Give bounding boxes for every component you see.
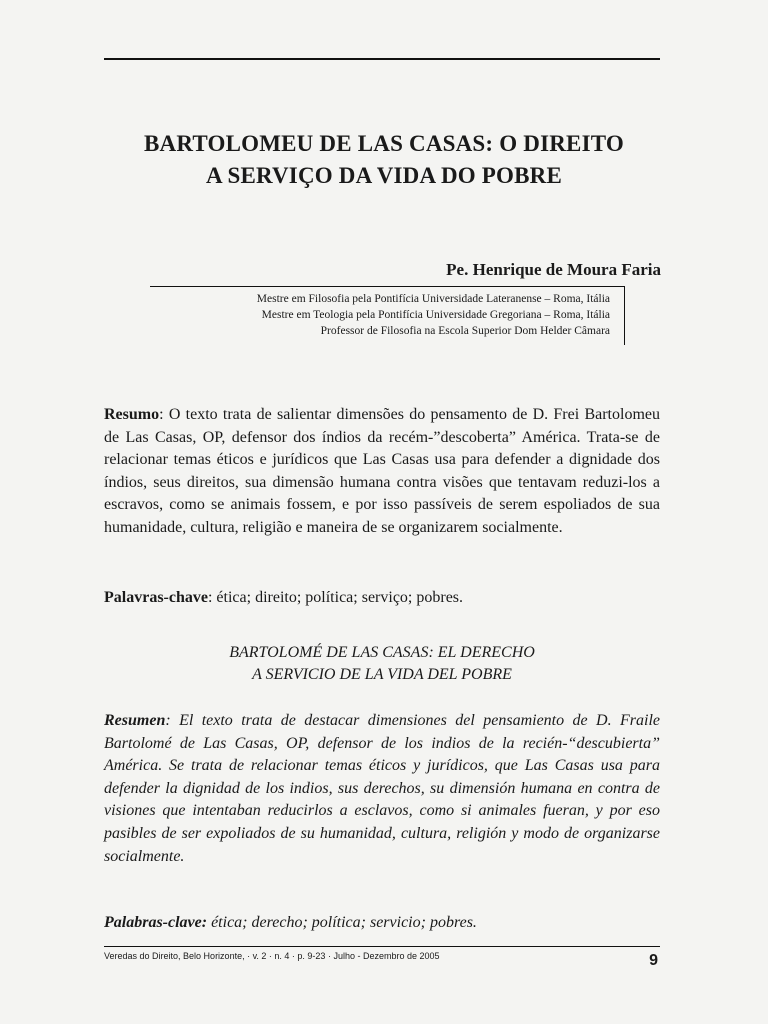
palabras-clave-label: Palabras-clave: <box>104 914 208 931</box>
es-title-line-2: A SERVICIO DE LA VIDA DEL POBRE <box>252 666 512 683</box>
page-number: 9 <box>649 952 658 969</box>
keywords-text: : ética; direito; política; serviço; pobres. <box>207 589 464 606</box>
title-line-2: A SERVIÇO DA VIDA DO POBRE <box>205 163 563 188</box>
abstract-es <box>104 710 660 868</box>
resumen-label: Resumen <box>104 712 166 729</box>
top-rule <box>104 58 660 60</box>
spanish-title <box>104 642 660 686</box>
affiliation-box <box>150 286 625 345</box>
keywords-label: Palavras-chave <box>104 589 208 606</box>
keywords-es <box>104 912 660 934</box>
affiliation-line: Mestre em Teologia pela Pontifícia Universidade Gregoriana – Roma, Itália <box>261 309 610 321</box>
es-title-line-1: BARTOLOMÉ DE LAS CASAS: EL DERECHO <box>229 644 535 661</box>
palabras-clave-text: ética; derecho; política; servicio; pobres. <box>207 914 477 931</box>
keywords-pt <box>104 587 660 609</box>
article-title <box>90 128 678 192</box>
abstract-pt <box>104 404 660 539</box>
author-name: Pe. Henrique de Moura Faria <box>446 260 661 279</box>
affiliations <box>257 291 610 339</box>
affiliation-line: Professor de Filosofia na Escola Superior Dom Helder Câmara <box>320 325 610 337</box>
affiliation-line: Mestre em Filosofia pela Pontifícia Universidade Lateranense – Roma, Itália <box>256 293 610 305</box>
bottom-rule <box>104 946 660 947</box>
resumen-text: : El texto trata de destacar dimensiones del pensamiento de D. Fraile Bartolomé de Las Casas, OP, defensor de los indios de la recién-“descubierta” América. Se trata de relacionar temas éticos y jurídicos, que Las Casas usa para defender la dignidad de los indios, sus derechos, su dimensión humana en contra de visiones que intentaban reducirlos a esclavos, como si animales fueran, y por eso pasibles de ser expoliados de su humanidad, cultura, religión y modo de organizarse socialmente. <box>104 712 660 865</box>
abstract-text: : O texto trata de salientar dimensões do pensamento de D. Frei Bartolomeu de Las Casas, OP, defensor dos índios da recém-”descoberta” América. Trata-se de relacionar temas éticos e jurídicos que Las Casas usa para defender a dignidade dos índios, seus direitos, sua dimensão humana contra visões que tentavam reduzi-los a escravos, como se animais fossem, e por isso passíveis de serem espoliados de sua humanidade, cultura, religião e maneira de se organizarem socialmente. <box>104 406 660 536</box>
abstract-label: Resumo <box>104 406 160 423</box>
title-line-1: BARTOLOMEU DE LAS CASAS: O DIREITO <box>144 131 624 156</box>
footer-citation: Veredas do Direito, Belo Horizonte, · v. 2 · n. 4 · p. 9-23 · Julho - Dezembro de 2005 <box>104 951 440 961</box>
